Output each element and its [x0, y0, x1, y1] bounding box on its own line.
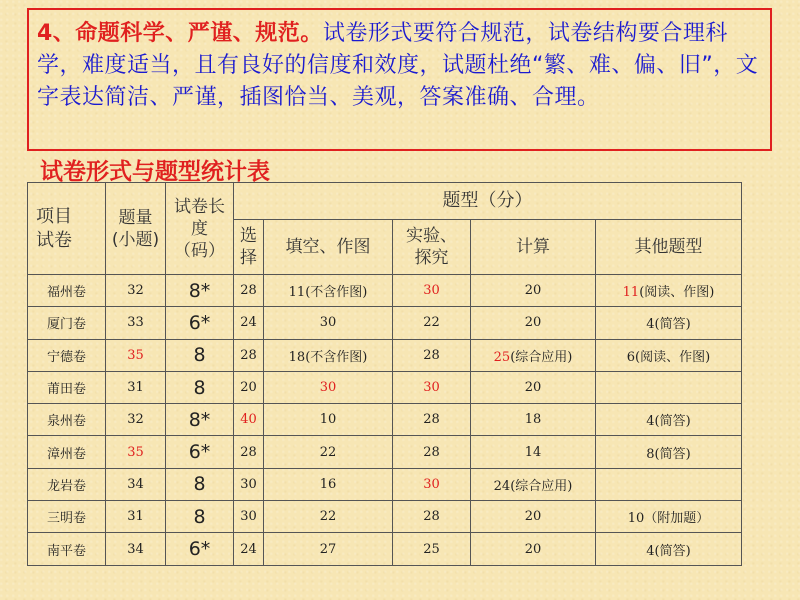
- table-row: [28, 501, 742, 533]
- calc-score: [471, 339, 596, 371]
- paper-length: 8: [166, 371, 234, 403]
- experiment-score: 28: [393, 404, 471, 436]
- paper-length: 8*: [166, 404, 234, 436]
- corner-exam-label: 试卷: [36, 229, 72, 251]
- paper-length: 6*: [166, 307, 234, 339]
- exam-name: 莆田卷: [28, 371, 106, 403]
- experiment-score: 22: [393, 307, 471, 339]
- fill-score: 30: [264, 307, 393, 339]
- fill-score: 30: [264, 371, 393, 403]
- exam-name: 南平卷: [28, 533, 106, 565]
- paper-length: 6*: [166, 436, 234, 468]
- choice-score: 40: [234, 404, 264, 436]
- choice-score: 30: [234, 501, 264, 533]
- other-score-number: 11: [622, 285, 640, 301]
- exam-name: 三明卷: [28, 501, 106, 533]
- calc-score: 14: [471, 436, 596, 468]
- question-count: 35: [106, 339, 166, 371]
- header-choice: 选择: [234, 220, 264, 275]
- choice-score: 28: [234, 436, 264, 468]
- calc-score: 20: [471, 275, 596, 307]
- question-count: 34: [106, 468, 166, 500]
- table-row: [28, 339, 742, 371]
- other-score: [596, 468, 742, 500]
- choice-score: 28: [234, 275, 264, 307]
- question-count: 32: [106, 404, 166, 436]
- corner-project-label: 项目: [36, 205, 72, 227]
- table-row: [28, 404, 742, 436]
- other-score: 4(简答): [596, 307, 742, 339]
- paper-length: 6*: [166, 533, 234, 565]
- table-row: [28, 468, 742, 500]
- other-score: 8(简答): [596, 436, 742, 468]
- other-score: 4(简答): [596, 404, 742, 436]
- calc-score: 18: [471, 404, 596, 436]
- table-row: [28, 436, 742, 468]
- choice-score: 24: [234, 533, 264, 565]
- calc-score: 20: [471, 307, 596, 339]
- header-fill: 填空、作图: [264, 220, 393, 275]
- paper-length: 8: [166, 339, 234, 371]
- experiment-score: 28: [393, 501, 471, 533]
- calc-score: 24(综合应用): [471, 468, 596, 500]
- header-other: 其他题型: [596, 220, 742, 275]
- question-count: 32: [106, 275, 166, 307]
- table-row: [28, 307, 742, 339]
- calc-score: 20: [471, 371, 596, 403]
- intro-paragraph: [27, 8, 772, 151]
- table-row: [28, 533, 742, 565]
- header-row-1: [28, 183, 742, 220]
- other-score-note: (阅读、作图): [639, 285, 715, 301]
- table-row: [28, 371, 742, 403]
- experiment-score: 30: [393, 468, 471, 500]
- table-title: 试卷形式与题型统计表: [40, 159, 270, 185]
- other-score: 6(阅读、作图): [596, 339, 742, 371]
- header-experiment: 实验、探究: [393, 220, 471, 275]
- exam-name: 福州卷: [28, 275, 106, 307]
- calc-score: 20: [471, 533, 596, 565]
- choice-score: 24: [234, 307, 264, 339]
- choice-score: 20: [234, 371, 264, 403]
- calc-score-note: (综合应用): [510, 349, 573, 365]
- fill-score: 27: [264, 533, 393, 565]
- other-score: 4(简答): [596, 533, 742, 565]
- paper-length: 8: [166, 501, 234, 533]
- paper-length: 8: [166, 468, 234, 500]
- exam-name: 龙岩卷: [28, 468, 106, 500]
- fill-score: 16: [264, 468, 393, 500]
- experiment-score: 25: [393, 533, 471, 565]
- exam-name: 泉州卷: [28, 404, 106, 436]
- fill-score: 11(不含作图): [264, 275, 393, 307]
- experiment-score: 30: [393, 371, 471, 403]
- intro-body: 试卷形式要符合规范，试卷结构要合理科学，难度适当，且有良好的信度和效度，试题杜绝“繁、难、偏、旧”，文字表达简洁、严谨，插图恰当、美观，答案准确、合理。: [37, 21, 759, 110]
- exam-statistics-table: [27, 182, 742, 566]
- question-count: 31: [106, 501, 166, 533]
- other-score: 10（附加题）: [596, 501, 742, 533]
- table-row: [28, 275, 742, 307]
- choice-score: 30: [234, 468, 264, 500]
- question-count: 33: [106, 307, 166, 339]
- header-count: 题量(小题): [106, 183, 166, 275]
- fill-score: 10: [264, 404, 393, 436]
- experiment-score: 28: [393, 436, 471, 468]
- fill-score: 18(不含作图): [264, 339, 393, 371]
- intro-lead: 4、命题科学、严谨、规范。: [37, 21, 323, 46]
- question-count: 35: [106, 436, 166, 468]
- choice-score: 28: [234, 339, 264, 371]
- header-length: 试卷长度（码）: [166, 183, 234, 275]
- exam-name: 宁德卷: [28, 339, 106, 371]
- other-score: [596, 275, 742, 307]
- header-types: 题型（分）: [234, 183, 742, 220]
- header-corner: [28, 183, 106, 275]
- other-score: [596, 371, 742, 403]
- question-count: 31: [106, 371, 166, 403]
- header-calc: 计算: [471, 220, 596, 275]
- question-count: 34: [106, 533, 166, 565]
- exam-name: 厦门卷: [28, 307, 106, 339]
- fill-score: 22: [264, 501, 393, 533]
- calc-score: 20: [471, 501, 596, 533]
- paper-length: 8*: [166, 275, 234, 307]
- fill-score: 22: [264, 436, 393, 468]
- experiment-score: 30: [393, 275, 471, 307]
- exam-name: 漳州卷: [28, 436, 106, 468]
- experiment-score: 28: [393, 339, 471, 371]
- calc-score-number: 25: [493, 349, 511, 365]
